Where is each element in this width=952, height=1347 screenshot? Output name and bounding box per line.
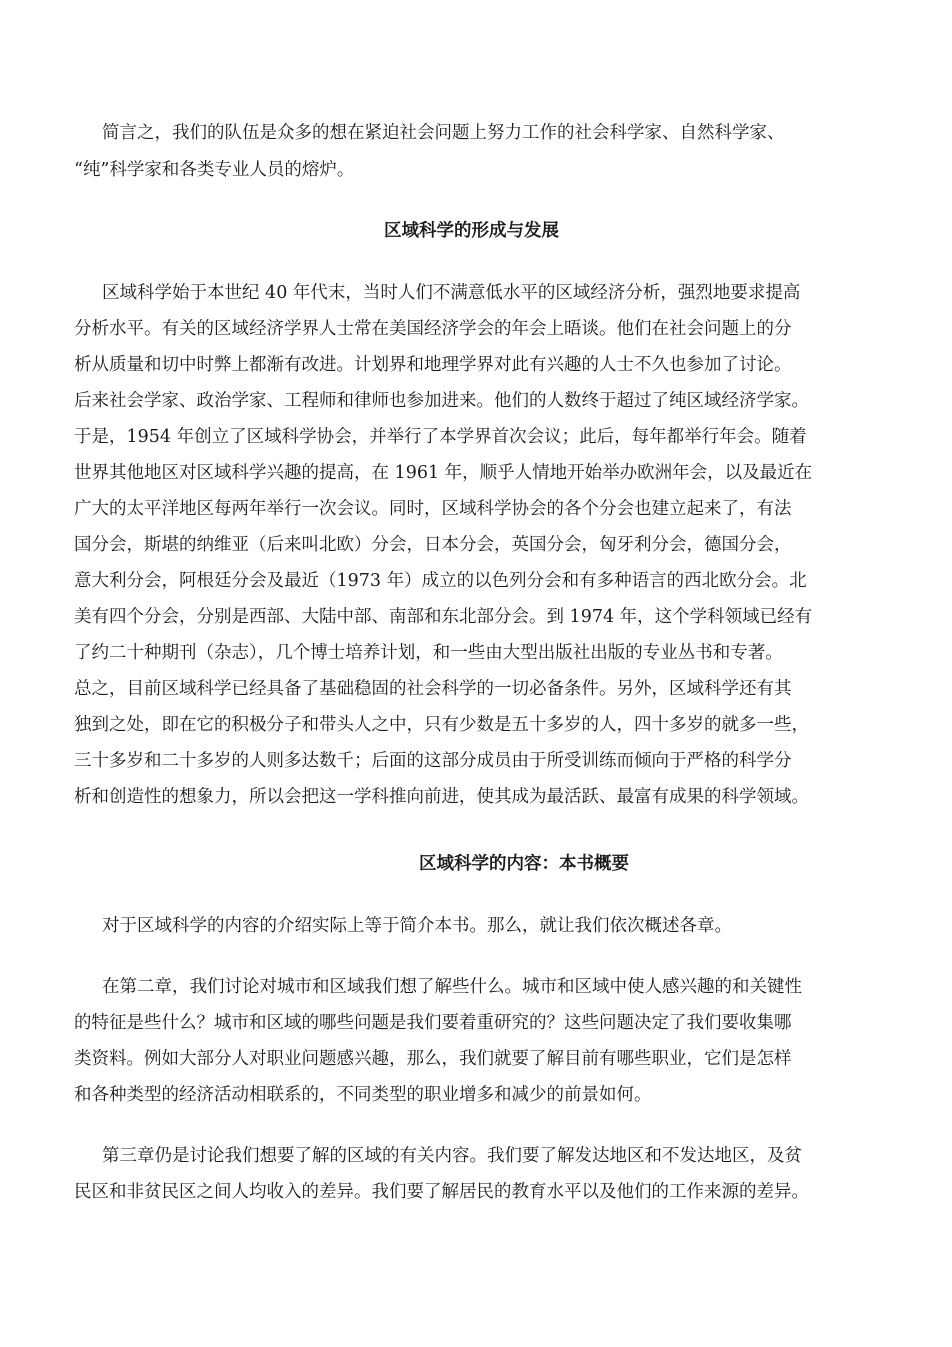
paragraph-line: 的特征是些什么？城市和区域的哪些问题是我们要着重研究的？这些问题决定了我们要收集哪: [74, 1013, 792, 1033]
paragraph-line: 和各种类型的经济活动相联系的，不同类型的职业增多和减少的前景如何。: [74, 1085, 652, 1105]
paragraph-line: 类资料。例如大部分人对职业问题感兴趣，那么，我们就要了解目前有哪些职业，它们是怎样: [74, 1049, 792, 1069]
paragraph-line: 于是，1954 年创立了区域科学协会，并举行了本学界首次会议；此后，每年都举行年会。随着: [74, 427, 807, 447]
paragraph-line: 国分会，斯堪的纳维亚（后来叫北欧）分会，日本分会，英国分会，匈牙利分会，德国分会，: [74, 535, 792, 555]
paragraph-line: 广大的太平洋地区每两年举行一次会议。同时，区域科学协会的各个分会也建立起来了，有法: [74, 499, 792, 519]
paragraph-line: 了约二十种期刊（杂志），几个博士培养计划，和一些由大型出版社出版的专业丛书和专著。: [74, 643, 783, 663]
paragraph-line: 第三章仍是讨论我们想要了解的区域的有关内容。我们要了解发达地区和不发达地区，及贫: [102, 1146, 802, 1166]
paragraph-line: 美有四个分会，分别是西部、大陆中部、南部和东北部分会。到 1974 年，这个学科领域已经有: [74, 607, 813, 627]
intro-line: 简言之，我们的队伍是众多的想在紧迫社会问题上努力工作的社会科学家、自然科学家、: [102, 123, 785, 143]
paragraph-line: 在第二章，我们讨论对城市和区域我们想了解些什么。城市和区域中使人感兴趣的和关键性: [102, 977, 802, 997]
section-heading: 区域科学的内容：本书概要: [419, 854, 629, 874]
paragraph-line: 三十多岁和二十多岁的人则多达数千；后面的这部分成员由于所受训练而倾向于严格的科学分: [74, 751, 792, 771]
section-heading: 区域科学的形成与发展: [384, 221, 559, 241]
paragraph-line: 后来社会学家、政治学家、工程师和律师也参加进来。他们的人数终于超过了纯区域经济学家。: [74, 391, 809, 411]
paragraph-line: 区域科学始于本世纪 40 年代末，当时人们不满意低水平的区域经济分析，强烈地要求提高: [102, 283, 801, 303]
paragraph-line: 析从质量和切中时弊上都渐有改进。计划界和地理学界对此有兴趣的人士不久也参加了讨论。: [74, 355, 792, 375]
paragraph-line: 世界其他地区对区域科学兴趣的提高，在 1961 年，顺乎人情地开始举办欧洲年会，以及最近在: [74, 463, 813, 483]
paragraph-line: 析和创造性的想象力，所以会把这一学科推向前进，使其成为最活跃、最富有成果的科学领域。: [74, 787, 809, 807]
paragraph-line: 民区和非贫民区之间人均收入的差异。我们要了解居民的教育水平以及他们的工作来源的差异。: [74, 1182, 809, 1202]
paragraph-line: 分析水平。有关的区域经济学界人士常在美国经济学会的年会上晤谈。他们在社会问题上的分: [74, 319, 792, 339]
paragraph-line: 意大利分会，阿根廷分会及最近（1973 年）成立的以色列分会和有多种语言的西北欧分会。北: [74, 571, 807, 591]
paragraph-line: 独到之处，即在它的积极分子和带头人之中，只有少数是五十多岁的人，四十多岁的就多一些，: [74, 715, 809, 735]
paragraph-line: 对于区域科学的内容的介绍实际上等于简介本书。那么，就让我们依次概述各章。: [102, 916, 732, 936]
intro-line: “纯”科学家和各类专业人员的熔炉。: [74, 160, 355, 180]
paragraph-line: 总之，目前区域科学已经具备了基础稳固的社会科学的一切必备条件。另外，区域科学还有其: [74, 679, 792, 699]
